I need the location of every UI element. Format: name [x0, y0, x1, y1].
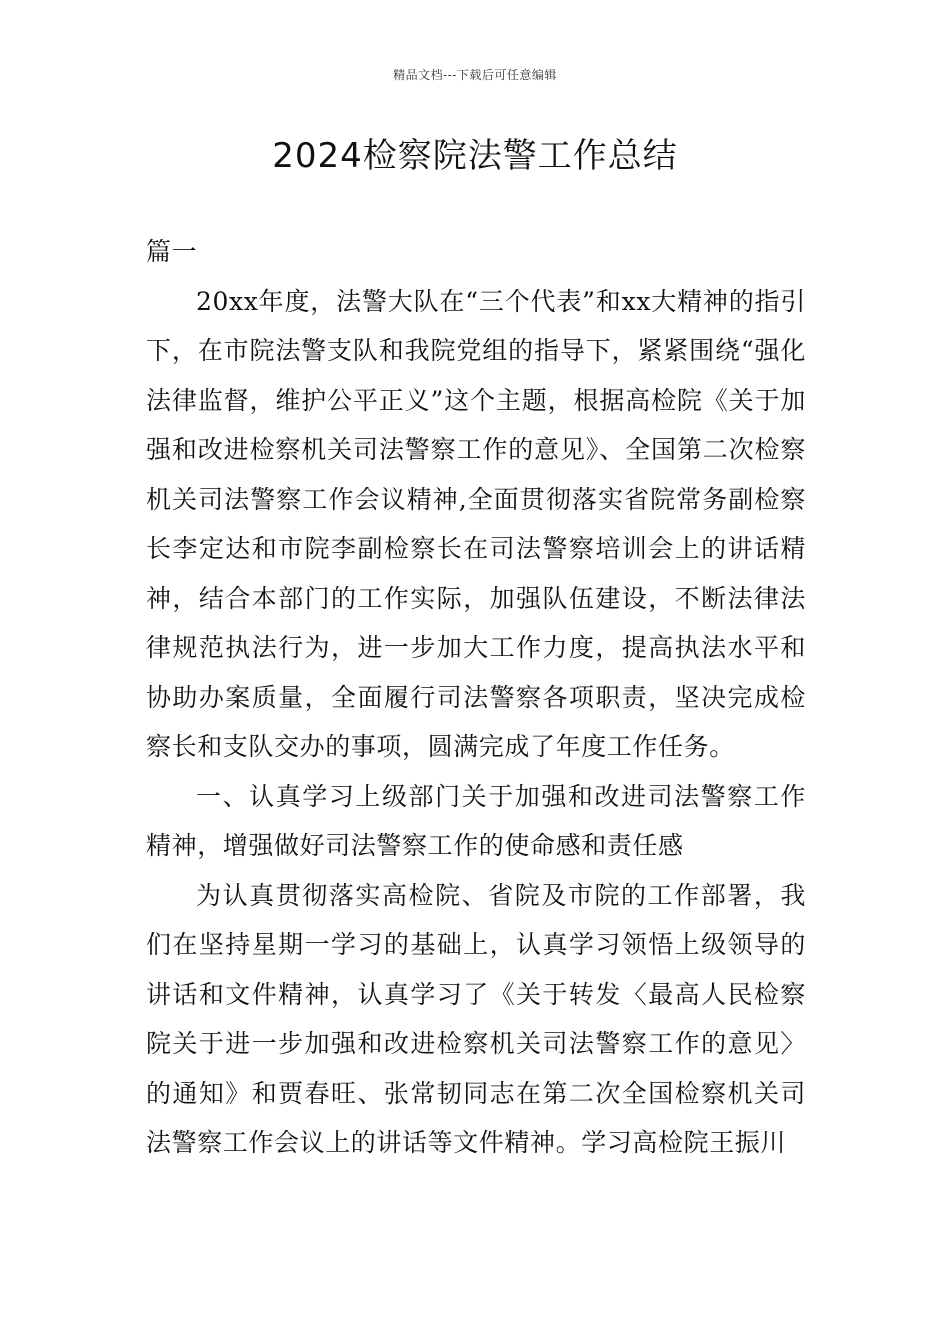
document-title: 2024检察院法警工作总结 [272, 136, 678, 176]
paragraph-heading-1: 一、认真学习上级部门关于加强和改进司法警察工作精神，增强做好司法警察工作的使命感和责任感 [146, 781, 806, 860]
paragraph-study: 为认真贯彻落实高检院、省院及市院的工作部署，我们在坚持星期一学习的基础上，认真学习领悟上级领导的讲话和文件精神，认真学习了《关于转发〈最高人民检察院关于进一步加强和改进检察机关司法警察工作的意见〉的通知》和贾春旺、张常韧同志在第二次全国检察机关司法警察工作会议上的讲话等文件精神。学习高检院王振川 [146, 880, 806, 1157]
header-note: 精品文档---下载后可任意编辑 [393, 68, 557, 82]
section-label: 篇一 [146, 237, 198, 266]
document-body [146, 227, 806, 1168]
paragraph-intro: 20xx年度，法警大队在“三个代表”和xx大精神的指引下，在市院法警支队和我院党组的指导下，紧紧围绕“强化法律监督，维护公平正义”这个主题，根据高检院《关于加强和改进检察机关司法警察工作的意见》、全国第二次检察机关司法警察工作会议精神,全面贯彻落实省院常务副检察长李定达和市院李副检察长在司法警察培训会上的讲话精神，结合本部门的工作实际，加强队伍建设，不断法律法律规范执法行为，进一步加大工作力度，提高执法水平和协助办案质量，全面履行司法警察各项职责，坚决完成检察长和支队交办的事项，圆满完成了年度工作任务。 [146, 286, 806, 761]
